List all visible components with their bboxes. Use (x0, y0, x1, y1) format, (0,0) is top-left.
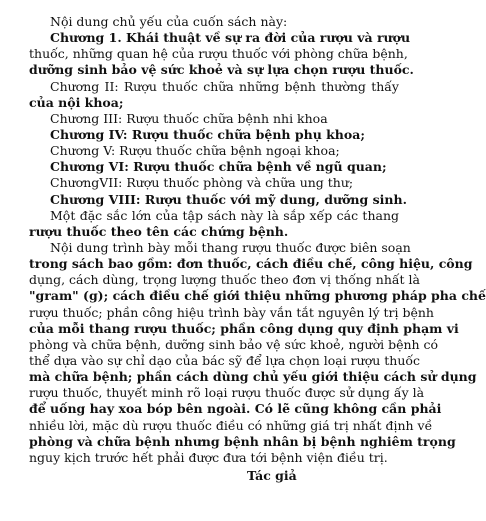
paragraph-3-line-13: phòng và chữa bệnh nhưng bệnh nhân bị bệnh nghiêm trọng (29, 433, 456, 449)
paragraph-2-line-2: rượu thuốc theo tên các chứng bệnh. (29, 223, 289, 239)
paragraph-3-line-8: thể dựa vào sự chỉ dạo của bác sỹ để lựa chọn loại rượu thuốc (29, 352, 421, 368)
intro-line: Nội dung chủ yếu của cuốn sách này: (50, 14, 288, 29)
paragraph-3-line-10: rượu thuốc, thuyết minh rõ loại rượu thuốc được sử dụng ấy là (29, 385, 425, 401)
author-signature: Tác giả (247, 467, 297, 483)
paragraph-3-line-5: rượu thuốc; phần công hiệu trình bày vắn tắt nguyên lý trị bệnh (29, 304, 434, 320)
paragraph-3-line-7: phòng và chữa bệnh, dưỡng sinh bảo vệ sức khoẻ, người bệnh có (29, 336, 439, 352)
chapter-7-line: ChươngVII: Rượu thuốc phòng và chữa ung thư; (50, 175, 354, 191)
paragraph-3-line-1: Nội dung trình bày mỗi thang rượu thuốc được biên soạn (50, 239, 411, 255)
chapter-1-line-3: dưỡng sinh bảo vệ sức khoẻ và sự lựa chọn rượu thuốc. (29, 62, 414, 78)
paragraph-3-line-2: trong sách bao gồm: đơn thuốc, cách điều chế, công hiệu, công (29, 256, 473, 272)
paragraph-3-line-6: của mỗi thang rượu thuốc; phần công dụng quy định phạm vi (29, 320, 459, 336)
paragraph-3-line-11: để uống hay xoa bóp bên ngoài. Có lẽ cũng không cần phải (29, 401, 442, 417)
chapter-6-line: Chương VI: Rượu thuốc chữa bệnh về ngũ quan; (50, 159, 387, 175)
chapter-3-line: Chương III: Rượu thuốc chữa bệnh nhi khoa (50, 110, 328, 126)
chapter-8-line: Chương VIII: Rượu thuốc với mỹ dung, dưỡng sinh. (50, 191, 407, 207)
chapter-2-line-1: Chương II: Rượu thuốc chữa những bệnh thường thấy (50, 78, 399, 94)
chapter-1-line-1: Chương 1. Khái thuật về sự ra đời của rượu và rượu (50, 30, 411, 46)
paragraph-3-line-12: nhiều lời, mặc dù rượu thuốc điều có những giá trị nhất định về (29, 417, 433, 433)
paragraph-3-line-9: mà chữa bệnh; phần cách dùng chủ yếu giới thiệu cách sử dụng (29, 369, 477, 385)
paragraph-3-line-4: "gram" (g); cách điều chế giới thiệu những phương pháp pha chế (29, 288, 486, 304)
chapter-5-line: Chương V: Rượu thuốc chữa bệnh ngoại khoa; (50, 143, 340, 159)
chapter-2-line-2: của nội khoa; (29, 94, 124, 110)
paragraph-3-line-3: dụng, cách dùng, trọng lượng thuốc theo đơn vị thống nhất là (29, 272, 420, 288)
chapter-1-line-2: thuốc, những quan hệ của rượu thuốc với phòng chữa bệnh, (29, 46, 408, 62)
paragraph-3-line-14: nguy kịch trước hết phải được đưa tới bệnh viện điều trị. (29, 449, 388, 465)
paragraph-2-line-1: Một đặc sắc lớn của tập sách này là sắp xếp các thang (50, 207, 399, 223)
chapter-4-line: Chương IV: Rượu thuốc chữa bệnh phụ khoa; (50, 126, 365, 142)
